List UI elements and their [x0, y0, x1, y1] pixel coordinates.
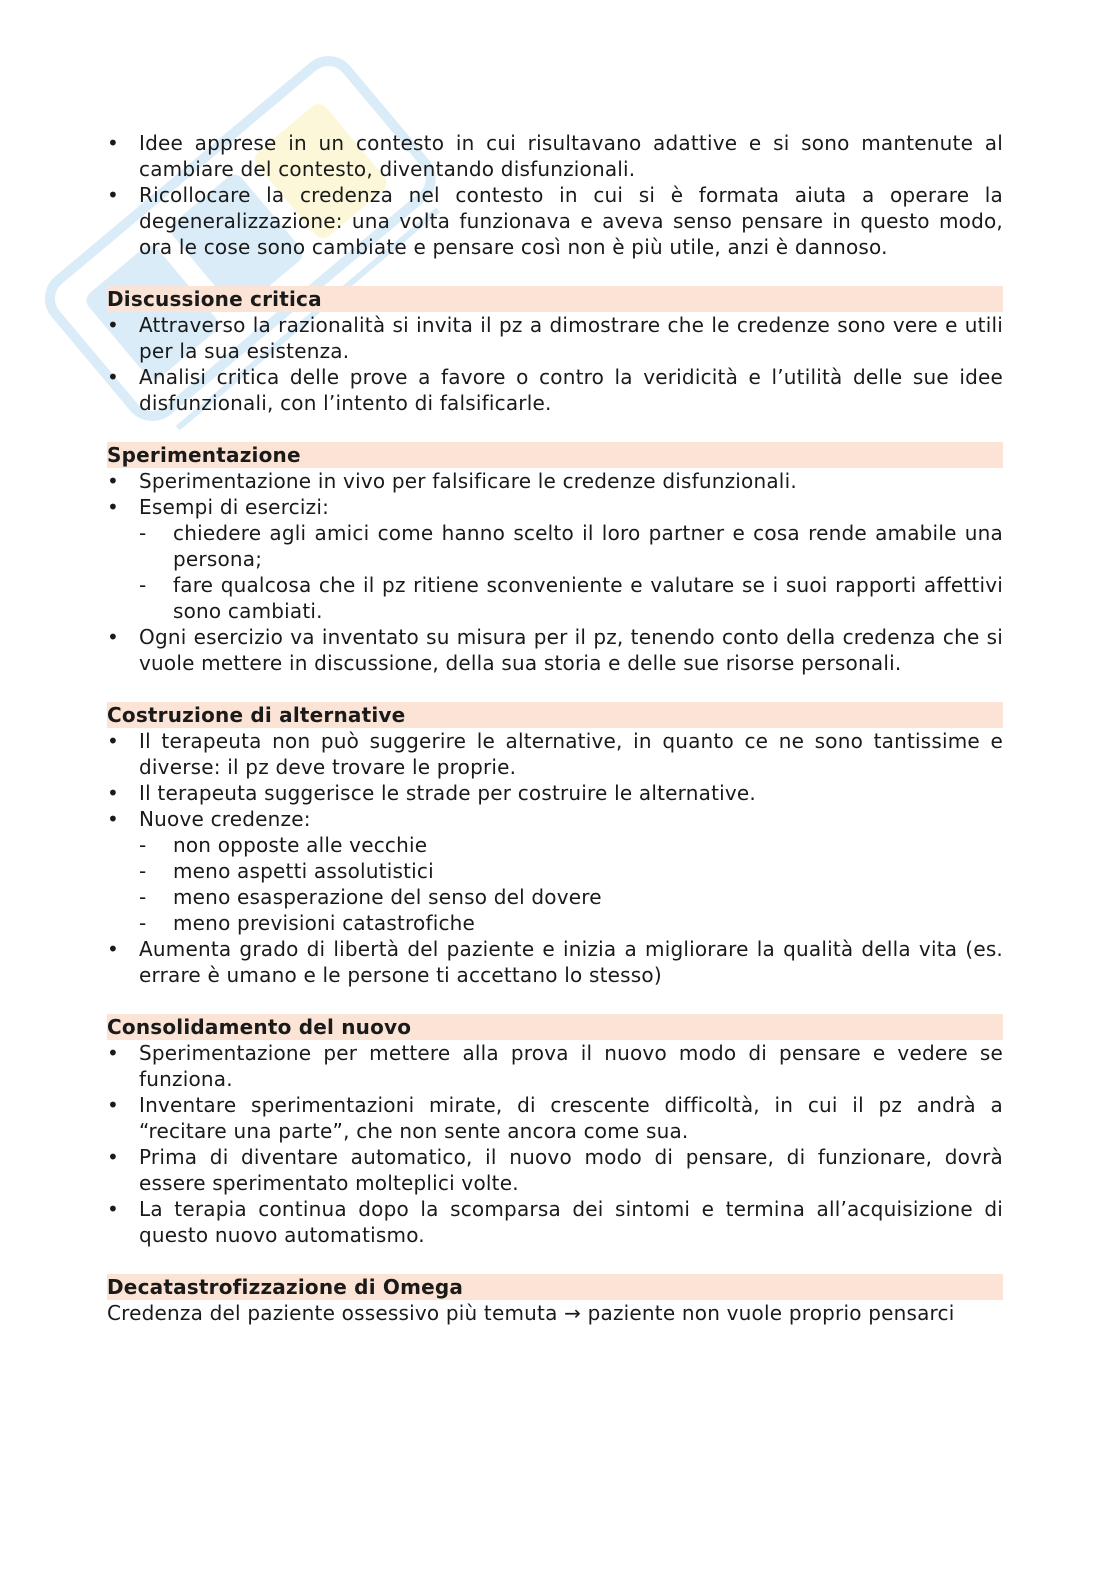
sublist-item: - fare qualcosa che il pz ritiene sconveniente e valutare se i suoi rapporti affettivi sono cambiati. [139, 572, 1003, 624]
list-item: • Prima di diventare automatico, il nuovo modo di pensare, di funzionare, dovrà essere sperimentato molteplici volte. [107, 1144, 1003, 1196]
document-page [107, 130, 1003, 1326]
sublist-item: - meno previsioni catastrofiche [139, 910, 1003, 936]
list-item: • Analisi critica delle prove a favore o contro la veridicità e l’utilità delle sue idee disfunzionali, con l’intento di falsificarle. [107, 364, 1003, 416]
list-item: • Sperimentazione per mettere alla prova il nuovo modo di pensare e vedere se funziona. [107, 1040, 1003, 1092]
costruzione-list [107, 728, 1003, 988]
consolidamento-list [107, 1040, 1003, 1248]
list-item: • Il terapeuta non può suggerire le alternative, in quanto ce ne sono tantissime e diverse: il pz deve trovare le proprie. [107, 728, 1003, 780]
sublist-item: - non opposte alle vecchie [139, 832, 1003, 858]
list-item: • Attraverso la razionalità si invita il pz a dimostrare che le credenze sono vere e utili per la sua esistenza. [107, 312, 1003, 364]
section-heading-discussione: Discussione critica [107, 286, 1003, 312]
sublist-item: - meno aspetti assolutistici [139, 858, 1003, 884]
list-item: • Il terapeuta suggerisce le strade per costruire le alternative. [107, 780, 1003, 806]
list-item [107, 806, 1003, 936]
sublist-item: - chiedere agli amici come hanno scelto il loro partner e cosa rende amabile una persona; [139, 520, 1003, 572]
list-item [107, 494, 1003, 624]
sublist [139, 520, 1003, 624]
sublist [139, 832, 1003, 936]
section-heading-sperimentazione: Sperimentazione [107, 442, 1003, 468]
list-item: • La terapia continua dopo la scomparsa dei sintomi e termina all’acquisizione di questo nuovo automatismo. [107, 1196, 1003, 1248]
list-item: • Ricollocare la credenza nel contesto in cui si è formata aiuta a operare la degeneralizzazione: una volta funzionava e aveva senso pensare in questo modo, ora le cose sono cambiate e pensare così non è più utile, anzi è dannoso. [107, 182, 1003, 260]
list-item: • Inventare sperimentazioni mirate, di crescente difficoltà, in cui il pz andrà a “recitare una parte”, che non sente ancora come sua. [107, 1092, 1003, 1144]
list-item-text: Esempi di esercizi: [139, 495, 330, 519]
list-item: • Idee apprese in un contesto in cui risultavano adattive e si sono mantenute al cambiare del contesto, diventando disfunzionali. [107, 130, 1003, 182]
intro-list [107, 130, 1003, 260]
section-heading-costruzione: Costruzione di alternative [107, 702, 1003, 728]
section-heading-consolidamento: Consolidamento del nuovo [107, 1014, 1003, 1040]
list-item: • Aumenta grado di libertà del paziente e inizia a migliorare la qualità della vita (es. errare è umano e le persone ti accettano lo stesso) [107, 936, 1003, 988]
discussione-list [107, 312, 1003, 416]
list-item-text: Nuove credenze: [139, 807, 311, 831]
sublist-item: - meno esasperazione del senso del dovere [139, 884, 1003, 910]
sperimentazione-list [107, 468, 1003, 676]
paragraph: Credenza del paziente ossessivo più temuta → paziente non vuole proprio pensarci [107, 1301, 955, 1325]
section-heading-decatastrofizzazione: Decatastrofizzazione di Omega [107, 1274, 1003, 1300]
list-item: • Ogni esercizio va inventato su misura per il pz, tenendo conto della credenza che si vuole mettere in discussione, della sua storia e delle sue risorse personali. [107, 624, 1003, 676]
list-item: • Sperimentazione in vivo per falsificare le credenze disfunzionali. [107, 468, 1003, 494]
